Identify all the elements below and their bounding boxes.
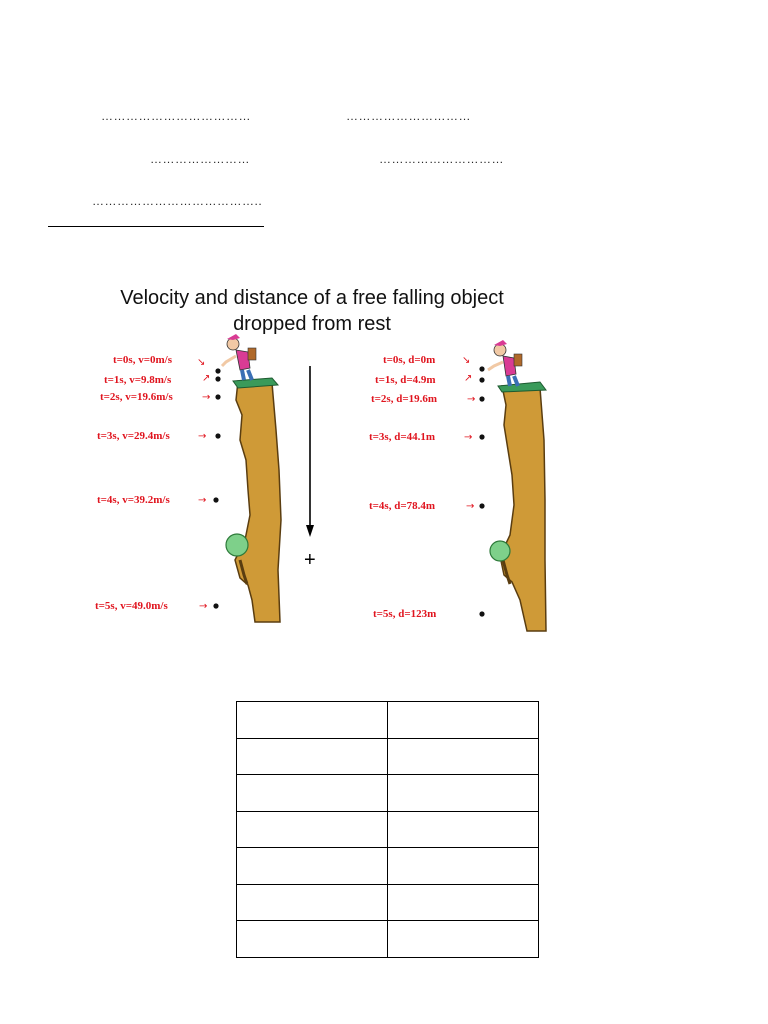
right-person — [488, 340, 522, 386]
right-ball-5 — [479, 611, 484, 616]
direction-arrow — [306, 366, 314, 537]
distance-label-5: t=5s, d=123m — [373, 608, 437, 620]
left-ball-5 — [213, 603, 218, 608]
blank-1[interactable]: ……………………………… — [101, 109, 251, 123]
right-ball-1 — [479, 377, 484, 382]
table-row — [237, 921, 539, 958]
velocity-arrows — [197, 357, 210, 612]
left-ball-0 — [215, 368, 220, 373]
d-arrow-3: → — [464, 432, 473, 443]
table-cell[interactable] — [388, 848, 539, 885]
table-cell[interactable] — [237, 848, 388, 885]
distance-arrows — [462, 355, 475, 512]
arrow-3: → — [198, 431, 207, 442]
arrow-4: → — [198, 495, 207, 506]
arrow-0: ↘ — [197, 357, 206, 368]
d-arrow-4: → — [466, 501, 475, 512]
d-arrow-1: ↗ — [464, 373, 473, 384]
arrow-1: ↗ — [202, 373, 211, 384]
velocity-label-5: t=5s, v=49.0m/s — [95, 600, 168, 612]
right-ball-3 — [479, 434, 484, 439]
table-cell[interactable] — [388, 738, 539, 775]
table-row — [237, 811, 539, 848]
left-ball-1 — [215, 376, 220, 381]
table-cell[interactable] — [388, 811, 539, 848]
right-ball-4 — [479, 503, 484, 508]
left-ball-3 — [215, 433, 220, 438]
right-ball-2 — [479, 396, 484, 401]
left-ball-2 — [215, 394, 220, 399]
left-ball-positions — [213, 368, 220, 608]
velocity-labels — [95, 354, 173, 612]
table-cell[interactable] — [388, 884, 539, 921]
table-row — [237, 775, 539, 812]
table-cell[interactable] — [237, 738, 388, 775]
blank-5[interactable]: ………………………………….. — [92, 194, 263, 208]
table-row — [237, 702, 539, 739]
velocity-label-4: t=4s, v=39.2m/s — [97, 494, 170, 506]
table-cell[interactable] — [237, 702, 388, 739]
left-ball-4 — [213, 497, 218, 502]
d-arrow-2: → — [467, 394, 476, 405]
table-row — [237, 848, 539, 885]
figure-title-line1: Velocity and distance of a free falling object — [120, 287, 504, 309]
velocity-label-1: t=1s, v=9.8m/s — [104, 374, 172, 386]
right-cliff-grass — [498, 382, 546, 392]
answer-table — [236, 701, 539, 958]
positive-direction-sign: + — [304, 549, 316, 571]
left-person — [222, 334, 256, 380]
distance-label-3: t=3s, d=44.1m — [369, 431, 436, 443]
right-cliff — [500, 386, 546, 631]
distance-label-1: t=1s, d=4.9m — [375, 374, 436, 386]
table-cell[interactable] — [388, 921, 539, 958]
right-ball-positions — [479, 366, 484, 616]
blank-2[interactable]: ………………………… — [346, 109, 471, 123]
velocity-label-3: t=3s, v=29.4m/s — [97, 430, 170, 442]
velocity-label-0: t=0s, v=0m/s — [113, 354, 172, 366]
distance-label-4: t=4s, d=78.4m — [369, 500, 436, 512]
distance-label-0: t=0s, d=0m — [383, 354, 436, 366]
d-arrow-0: ↘ — [462, 355, 471, 366]
arrow-5: → — [199, 601, 208, 612]
table-cell[interactable] — [237, 811, 388, 848]
velocity-label-2: t=2s, v=19.6m/s — [100, 391, 173, 403]
table-cell[interactable] — [237, 921, 388, 958]
table-cell[interactable] — [388, 775, 539, 812]
blank-4[interactable]: ………………………… — [379, 152, 504, 166]
figure-title-line2: dropped from rest — [233, 313, 391, 335]
table-cell[interactable] — [388, 702, 539, 739]
distance-labels — [369, 354, 437, 620]
right-ball-0 — [479, 366, 484, 371]
left-cliff — [235, 381, 281, 622]
arrow-2: → — [202, 392, 211, 403]
table-cell[interactable] — [237, 884, 388, 921]
blank-3[interactable]: …………………… — [150, 152, 250, 166]
table-row — [237, 884, 539, 921]
distance-label-2: t=2s, d=19.6m — [371, 393, 438, 405]
table-cell[interactable] — [237, 775, 388, 812]
table-row — [237, 738, 539, 775]
